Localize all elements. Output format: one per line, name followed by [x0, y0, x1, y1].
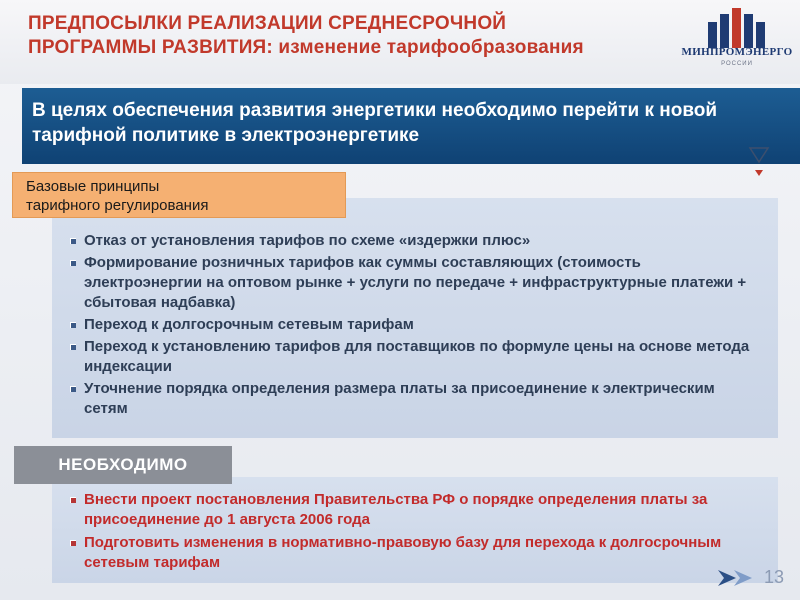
required-list [68, 490, 758, 576]
header [0, 0, 800, 84]
bullet-icon [70, 322, 76, 328]
principles-tag-line1: Базовые принципы [26, 178, 160, 195]
bullet-icon [70, 497, 76, 503]
bullet-icon [70, 260, 76, 266]
bullet-icon [70, 344, 76, 350]
list-item [68, 231, 758, 251]
page-number: 13 [764, 567, 785, 587]
list-item [68, 315, 758, 335]
required-text: Подготовить изменения в нормативно-правовую базу для перехода к долгосрочным сетевым тарифам [84, 534, 722, 571]
logo-name: МИНПРОМЭНЕРГО [681, 46, 793, 58]
slide-title [28, 12, 688, 60]
bullet-icon [70, 540, 76, 546]
principle-text: Переход к установлению тарифов для поставщиков по формуле цены на основе метода индексации [84, 338, 750, 375]
title-line2-main: ПРОГРАММЫ РАЗВИТИЯ: [28, 37, 273, 58]
next-slide-arrows-icon[interactable] [716, 566, 762, 590]
principles-tag-line2: тарифного регулирования [26, 197, 209, 214]
title-line2-sub: изменение тарифообразования [272, 37, 584, 58]
required-tag-label: НЕОБХОДИМО [58, 455, 188, 474]
principle-text: Переход к долгосрочным сетевым тарифам [84, 316, 414, 333]
list-item [68, 337, 758, 377]
logo-mark-icon [708, 8, 768, 48]
principle-text: Уточнение порядка определения размера платы за присоединение к электрическим сетям [84, 380, 715, 417]
principles-tag [12, 172, 346, 218]
required-tag [14, 446, 232, 484]
bullet-icon [70, 386, 76, 392]
list-item [68, 490, 758, 530]
scroll-down-arrow-icon[interactable] [748, 146, 770, 182]
principle-text: Отказ от установления тарифов по схеме «издержки плюс» [84, 232, 531, 249]
list-item [68, 253, 758, 313]
principles-list [68, 231, 758, 421]
title-line1: ПРЕДПОСЫЛКИ РЕАЛИЗАЦИИ СРЕДНЕСРОЧНОЙ [28, 13, 507, 34]
ministry-logo [678, 8, 796, 72]
required-text: Внести проект постановления Правительства РФ о порядке определения платы за присоединение до 1 августа 2006 года [84, 491, 708, 528]
principle-text: Формирование розничных тарифов как суммы составляющих (стоимость электроэнергии на оптовом рынке + услуги по передаче + инфраструктурные платежи + сбытовая надбавка) [84, 254, 747, 311]
bullet-icon [70, 238, 76, 244]
list-item [68, 533, 758, 573]
list-item [68, 379, 758, 419]
banner-text: В целях обеспечения развития энергетики необходимо перейти к новой тарифной политике в электроэнергетике [32, 100, 718, 146]
logo-country: РОССИИ [721, 61, 753, 67]
banner [22, 88, 800, 164]
